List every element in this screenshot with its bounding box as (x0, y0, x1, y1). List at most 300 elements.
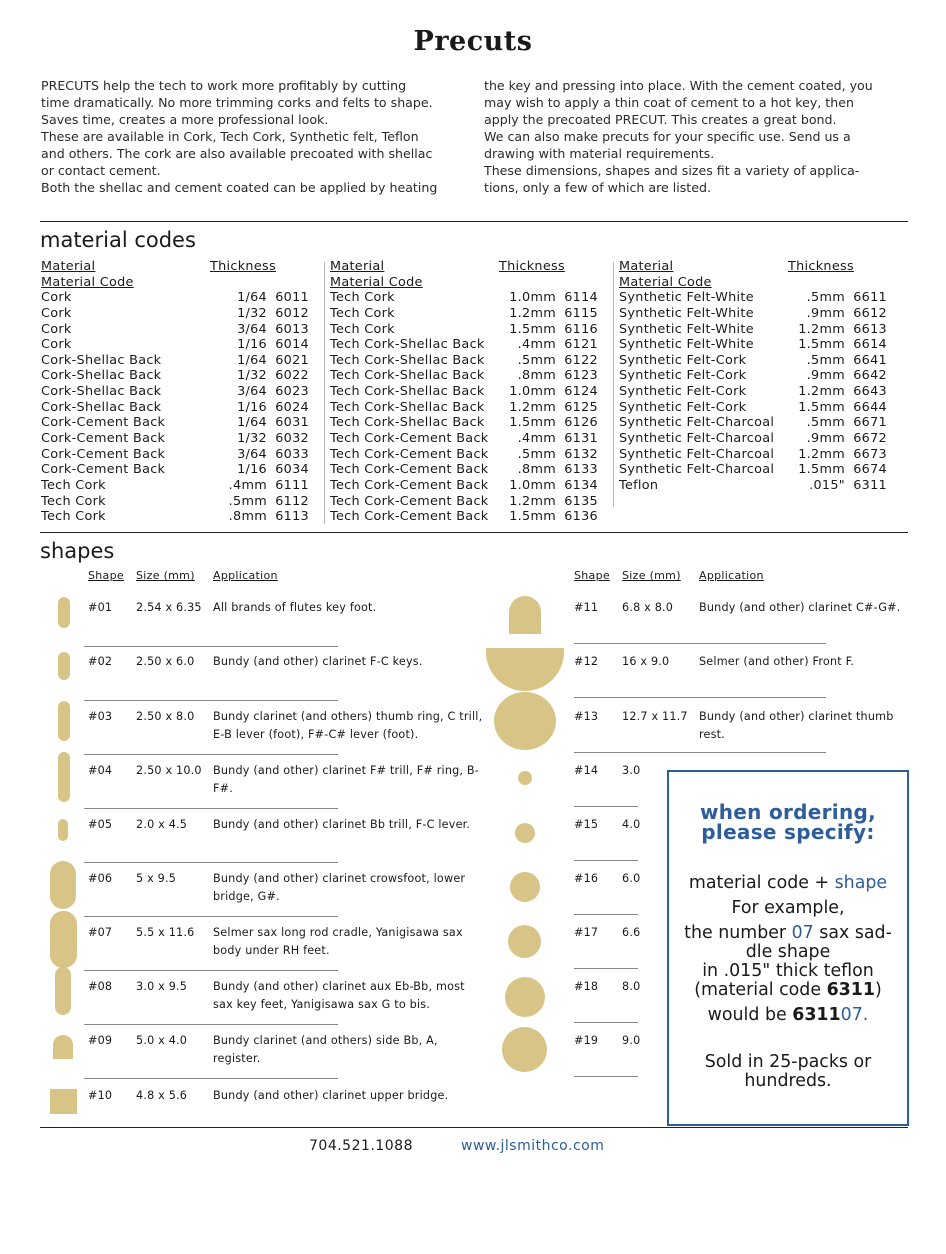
shape-number: #01 (88, 601, 113, 614)
material-code: 6136 (564, 509, 598, 525)
shape-size: 9.0 (622, 1034, 641, 1047)
material-row (619, 415, 891, 431)
material-row (41, 337, 313, 353)
shape-size: 4.8 x 5.6 (136, 1089, 188, 1102)
divider-bottom (40, 1127, 908, 1128)
material-row (41, 400, 313, 416)
thickness-header: Thickness (788, 259, 854, 274)
material-name: Synthetic Felt-Cork (619, 368, 747, 384)
material-thickness: .5mm (806, 415, 845, 431)
material-name: Synthetic Felt-Cork (619, 384, 747, 400)
material-code: 6122 (564, 352, 598, 368)
shape-number: #13 (574, 710, 599, 723)
material-header: Material (619, 259, 674, 274)
shape-row-separator (84, 700, 338, 701)
shape-row-separator (574, 914, 638, 915)
precut-shape-swatch (50, 1089, 77, 1114)
material-name: Synthetic Felt-Cork (619, 399, 747, 415)
shape-row-separator (84, 1078, 338, 1079)
material-thickness: 1.0mm (509, 477, 556, 493)
material-code: 6672 (853, 431, 887, 447)
material-row (41, 494, 313, 510)
material-name: Tech Cork-Cement Back (330, 462, 489, 478)
precut-shape-swatch (518, 771, 532, 785)
material-code: 6023 (275, 384, 309, 400)
material-thickness: 1.2mm (509, 399, 556, 415)
material-name: Cork-Cement Back (41, 415, 166, 431)
material-thickness: 1.5mm (509, 321, 556, 337)
shape-application: Bundy (and other) clarinet Bb trill, F-C lever. (213, 818, 471, 831)
material-code: 6022 (275, 368, 309, 384)
shapes-heading: shapes (40, 539, 115, 563)
material-thickness: 1/32 (237, 368, 267, 384)
material-name: Tech Cork-Cement Back (330, 477, 489, 493)
intro-line: may wish to apply a thin coat of cement to a hot key, then (484, 95, 854, 110)
material-code: 6131 (564, 431, 598, 447)
shape-application: Bundy (and other) clarinet aux Eb-Bb, most sax key feet, Yanigisawa sax G to bis. (213, 980, 465, 1011)
material-name: Synthetic Felt-Charcoal (619, 446, 775, 462)
shape-size: 6.6 (622, 926, 641, 939)
material-name: Tech Cork (330, 305, 395, 321)
shape-size: 6.8 x 8.0 (622, 601, 674, 614)
shape-row-separator (574, 968, 638, 969)
shape-size: 3.0 (622, 764, 641, 777)
shape-number: #18 (574, 980, 599, 993)
material-thickness: .5mm (517, 446, 556, 462)
intro-line: Saves time, creates a more professional look. (41, 112, 329, 127)
material-row (619, 384, 891, 400)
material-thickness: 1.2mm (798, 446, 845, 462)
material-name: Cork (41, 290, 72, 306)
material-name: Cork (41, 337, 72, 353)
material-row (41, 290, 313, 306)
material-code: 6642 (853, 368, 887, 384)
material-code: 6123 (564, 368, 598, 384)
material-row (330, 400, 602, 416)
intro-line: These dimensions, shapes and sizes fit a variety of applica- (484, 163, 860, 178)
material-code: 6032 (275, 431, 309, 447)
material-name: Synthetic Felt-White (619, 305, 754, 321)
material-row (330, 462, 602, 478)
shape-row-separator (574, 697, 826, 698)
material-row (41, 415, 313, 431)
shape-number: #11 (574, 601, 599, 614)
material-row (330, 478, 602, 494)
intro-line: or contact cement. (41, 163, 161, 178)
shape-number: #06 (88, 872, 113, 885)
shape-number: #10 (88, 1089, 113, 1102)
shape-row-separator (84, 808, 338, 809)
material-thickness: 1.5mm (798, 337, 845, 353)
ordering-info-box (667, 770, 909, 1126)
precut-shape-swatch (50, 861, 76, 909)
material-thickness: 1.5mm (798, 399, 845, 415)
material-code: 6121 (564, 337, 598, 353)
intro-line: and others. The cork are also available precoated with shellac (41, 146, 433, 161)
material-row (330, 337, 602, 353)
material-name: Synthetic Felt-White (619, 337, 754, 353)
material-code-header: Material Code (41, 274, 134, 290)
material-row (619, 306, 891, 322)
material-thickness: .9mm (806, 305, 845, 321)
material-name: Cork (41, 305, 72, 321)
material-thickness: 1.5mm (509, 509, 556, 525)
material-name: Tech Cork-Shellac Back (330, 368, 485, 384)
material-code: 6011 (275, 290, 309, 306)
shape-application: Bundy (and other) clarinet C#-G#. (699, 601, 901, 614)
material-name: Tech Cork-Cement Back (330, 509, 489, 525)
material-column-1 (41, 259, 313, 525)
material-thickness: 1/32 (237, 431, 267, 447)
material-code: 6133 (564, 462, 598, 478)
shape-number: #12 (574, 655, 599, 668)
material-thickness: 1.2mm (509, 305, 556, 321)
material-row (330, 290, 602, 306)
shape-size: 6.0 (622, 872, 641, 885)
shape-row-separator (574, 860, 638, 861)
precut-shape-swatch (505, 977, 545, 1017)
shape-row-separator (84, 916, 338, 917)
shape-application: Bundy (and other) clarinet F-C keys. (213, 655, 423, 668)
material-row (330, 368, 602, 384)
shape-size: 2.50 x 10.0 (136, 764, 202, 777)
material-name: Tech Cork-Cement Back (330, 446, 489, 462)
material-thickness: .8mm (517, 462, 556, 478)
material-code: 6033 (275, 446, 309, 462)
material-row (41, 353, 313, 369)
shape-size: 3.0 x 9.5 (136, 980, 188, 993)
material-row (330, 322, 602, 338)
footer-website-link[interactable]: www.jlsmithco.com (461, 1138, 605, 1154)
material-name: Cork-Shellac Back (41, 384, 162, 400)
precut-shape-swatch (53, 1035, 73, 1059)
material-row (330, 415, 602, 431)
material-row (330, 353, 602, 369)
material-row (41, 509, 313, 525)
material-row (41, 322, 313, 338)
material-thickness: 1/16 (237, 399, 267, 415)
ordering-heading: when ordering, please specify: (699, 800, 877, 844)
shape-number: #17 (574, 926, 599, 939)
divider-middle (40, 532, 908, 533)
material-thickness: 1.2mm (509, 493, 556, 509)
intro-line: apply the precoated PRECUT. This creates a great bond. (484, 112, 837, 127)
material-thickness: .8mm (228, 509, 267, 525)
material-name: Cork-Shellac Back (41, 399, 162, 415)
shape-number: #08 (88, 980, 113, 993)
material-code: 6643 (853, 384, 887, 400)
material-code-header-row (41, 275, 313, 291)
material-thickness: 1/64 (237, 415, 267, 431)
precut-shape-swatch (486, 648, 564, 691)
material-thickness: .4mm (517, 431, 556, 447)
page-title: Precuts (413, 26, 533, 57)
material-thickness: 1/64 (237, 290, 267, 306)
shape-size: 2.50 x 6.0 (136, 655, 195, 668)
shape-column-header: Shape (88, 569, 124, 582)
material-code-header: Material Code (619, 274, 712, 290)
material-row (41, 447, 313, 463)
shape-application: Bundy (and other) clarinet thumb rest. (699, 710, 894, 741)
material-thickness: 1/16 (237, 462, 267, 478)
material-name: Tech Cork-Shellac Back (330, 337, 485, 353)
material-row (330, 509, 602, 525)
material-code: 6112 (275, 493, 309, 509)
material-row (330, 384, 602, 400)
shape-row-separator (574, 806, 638, 807)
shape-application: Bundy (and other) clarinet upper bridge. (213, 1089, 449, 1102)
shape-size: 5 x 9.5 (136, 872, 177, 885)
material-row (619, 447, 891, 463)
material-header: Material (41, 259, 96, 274)
material-thickness: 1/16 (237, 337, 267, 353)
material-code: 6674 (853, 462, 887, 478)
intro-right-column (484, 77, 904, 196)
material-thickness: .9mm (806, 431, 845, 447)
thickness-header: Thickness (210, 259, 276, 274)
material-name: Teflon (619, 477, 659, 493)
shape-number: #03 (88, 710, 113, 723)
material-name: Cork-Shellac Back (41, 352, 162, 368)
shape-number: #14 (574, 764, 599, 777)
shape-application: Selmer (and other) Front F. (699, 655, 855, 668)
material-code: 6671 (853, 415, 887, 431)
thickness-header: Thickness (499, 259, 565, 274)
material-code: 6014 (275, 337, 309, 353)
material-code: 6611 (853, 290, 887, 306)
application-column-header: Application (213, 569, 278, 582)
material-row (41, 462, 313, 478)
material-row (619, 290, 891, 306)
precut-shape-swatch (50, 911, 77, 968)
shape-row-separator (574, 1076, 638, 1077)
shape-row-separator (84, 862, 338, 863)
material-thickness: 1.0mm (509, 290, 556, 306)
application-column-header: Application (699, 569, 764, 582)
material-name: Synthetic Felt-Cork (619, 352, 747, 368)
shape-number: #02 (88, 655, 113, 668)
column-divider (324, 262, 325, 524)
material-codes-heading: material codes (40, 228, 196, 252)
material-name: Tech Cork (41, 493, 106, 509)
material-row (330, 431, 602, 447)
material-code: 6311 (853, 477, 887, 493)
footer-phone: 704.521.1088 (309, 1138, 413, 1154)
shape-size: 12.7 x 11.7 (622, 710, 688, 723)
material-name: Cork-Cement Back (41, 431, 166, 447)
material-code: 6111 (275, 477, 309, 493)
intro-line: the key and pressing into place. With the cement coated, you (484, 78, 873, 93)
intro-line: drawing with material requirements. (484, 146, 715, 161)
precut-shape-swatch (508, 925, 541, 958)
material-code: 6012 (275, 305, 309, 321)
material-name: Tech Cork (41, 509, 106, 525)
material-row (41, 368, 313, 384)
material-name: Synthetic Felt-Charcoal (619, 431, 775, 447)
precut-shape-swatch (58, 597, 70, 628)
ordering-body: material code + shape For example, the number 07 sax sad- dle shape in .015" thick teflon (material code 6311) would be 631107. Sold in 25-packs or hundreds. (669, 874, 907, 1091)
material-code: 6134 (564, 477, 598, 493)
material-row (619, 322, 891, 338)
material-code: 6116 (564, 321, 598, 337)
divider-top (40, 221, 908, 222)
material-thickness: .015" (809, 477, 845, 493)
material-name: Cork-Shellac Back (41, 368, 162, 384)
material-code: 6126 (564, 415, 598, 431)
precut-shape-swatch (55, 967, 71, 1015)
material-column-3 (619, 259, 891, 494)
shape-number: #15 (574, 818, 599, 831)
intro-left-column (41, 77, 471, 196)
material-name: Tech Cork (330, 290, 395, 306)
shape-row-separator (574, 1022, 638, 1023)
material-name: Synthetic Felt-White (619, 321, 754, 337)
material-thickness: .5mm (228, 493, 267, 509)
material-name: Tech Cork-Cement Back (330, 431, 489, 447)
material-name: Synthetic Felt-Charcoal (619, 415, 775, 431)
shape-application: Bundy clarinet (and others) side Bb, A, register. (213, 1034, 438, 1065)
material-row (619, 462, 891, 478)
shape-size: 2.54 x 6.35 (136, 601, 202, 614)
shape-size: 2.0 x 4.5 (136, 818, 188, 831)
precut-shape-swatch (58, 752, 70, 802)
shape-row-separator (84, 970, 338, 971)
shape-number: #09 (88, 1034, 113, 1047)
material-thickness: 1.2mm (798, 321, 845, 337)
shape-size: 2.50 x 8.0 (136, 710, 195, 723)
material-row (41, 431, 313, 447)
shape-number: #16 (574, 872, 599, 885)
precut-shape-swatch (510, 872, 540, 902)
shape-row-separator (84, 646, 338, 647)
size-column-header: Size (mm) (622, 569, 681, 582)
material-name: Tech Cork-Shellac Back (330, 384, 485, 400)
shape-row-separator (84, 754, 338, 755)
intro-line: We can also make precuts for your specific use. Send us a (484, 129, 851, 144)
material-name: Tech Cork (41, 477, 106, 493)
material-code: 6024 (275, 399, 309, 415)
material-header-row (330, 259, 602, 275)
material-thickness: .9mm (806, 368, 845, 384)
material-name: Cork-Cement Back (41, 446, 166, 462)
material-code: 6132 (564, 446, 598, 462)
material-thickness: .5mm (806, 352, 845, 368)
shape-row-separator (574, 643, 826, 644)
material-code: 6125 (564, 399, 598, 415)
precut-shape-swatch (502, 1027, 547, 1072)
material-code-header-row (619, 275, 891, 291)
material-code: 6644 (853, 399, 887, 415)
material-name: Tech Cork-Cement Back (330, 493, 489, 509)
material-code: 6034 (275, 462, 309, 478)
material-row (330, 306, 602, 322)
material-thickness: 1/64 (237, 352, 267, 368)
material-name: Tech Cork-Shellac Back (330, 352, 485, 368)
material-code: 6641 (853, 352, 887, 368)
material-name: Tech Cork-Shellac Back (330, 399, 485, 415)
intro-line: PRECUTS help the tech to work more profitably by cutting (41, 78, 407, 93)
material-row (619, 368, 891, 384)
intro-line: Both the shellac and cement coated can be applied by heating (41, 180, 438, 195)
material-code: 6114 (564, 290, 598, 306)
precut-shape-swatch (58, 819, 68, 841)
shape-size: 16 x 9.0 (622, 655, 670, 668)
shape-number: #19 (574, 1034, 599, 1047)
material-name: Tech Cork (330, 321, 395, 337)
material-row (330, 447, 602, 463)
material-row (41, 384, 313, 400)
material-code-header-row (330, 275, 602, 291)
material-thickness: 1/32 (237, 305, 267, 321)
material-row (619, 478, 891, 494)
material-code: 6613 (853, 321, 887, 337)
material-row (330, 494, 602, 510)
material-thickness: 1.2mm (798, 384, 845, 400)
material-code: 6612 (853, 305, 887, 321)
material-thickness: .5mm (517, 352, 556, 368)
intro-line: These are available in Cork, Tech Cork, Synthetic felt, Teflon (41, 129, 419, 144)
ordering-formula: material code + shape (688, 873, 888, 893)
material-thickness: .4mm (517, 337, 556, 353)
material-thickness: .4mm (228, 477, 267, 493)
shape-application: All brands of flutes key foot. (213, 601, 377, 614)
shape-column-header: Shape (574, 569, 610, 582)
shape-row-separator (574, 752, 826, 753)
material-thickness: .5mm (806, 290, 845, 306)
material-row (41, 478, 313, 494)
shape-size: 8.0 (622, 980, 641, 993)
precut-shape-swatch (515, 823, 535, 843)
shape-number: #07 (88, 926, 113, 939)
material-code: 6013 (275, 321, 309, 337)
material-code-header: Material Code (330, 274, 423, 290)
material-code: 6673 (853, 446, 887, 462)
column-divider (613, 262, 614, 507)
shape-application: Bundy (and other) clarinet crowsfoot, lower bridge, G#. (213, 872, 466, 903)
material-code: 6124 (564, 384, 598, 400)
shape-number: #04 (88, 764, 113, 777)
material-row (619, 353, 891, 369)
material-header: Material (330, 259, 385, 274)
material-code: 6135 (564, 493, 598, 509)
material-name: Tech Cork-Shellac Back (330, 415, 485, 431)
material-code: 6113 (275, 509, 309, 525)
shape-row-separator (84, 1024, 338, 1025)
material-name: Synthetic Felt-White (619, 290, 754, 306)
material-code: 6031 (275, 415, 309, 431)
material-row (41, 306, 313, 322)
precut-shape-swatch (494, 692, 556, 750)
material-name: Cork (41, 321, 72, 337)
precut-shape-swatch (58, 701, 70, 741)
material-thickness: 1.5mm (798, 462, 845, 478)
material-thickness: 3/64 (237, 384, 267, 400)
material-name: Cork-Cement Back (41, 462, 166, 478)
material-name: Synthetic Felt-Charcoal (619, 462, 775, 478)
material-thickness: 1.0mm (509, 384, 556, 400)
material-thickness: .8mm (517, 368, 556, 384)
shape-size: 4.0 (622, 818, 641, 831)
shape-application: Bundy (and other) clarinet F# trill, F# ring, B-F#. (213, 764, 480, 795)
material-header-row (41, 259, 313, 275)
shape-application: Bundy clarinet (and others) thumb ring, C trill, E-B lever (foot), F#-C# lever (foot). (213, 710, 483, 741)
material-header-row (619, 259, 891, 275)
intro-line: tions, only a few of which are listed. (484, 180, 711, 195)
material-row (619, 337, 891, 353)
precut-shape-swatch (509, 596, 541, 634)
material-code: 6614 (853, 337, 887, 353)
material-row (619, 400, 891, 416)
